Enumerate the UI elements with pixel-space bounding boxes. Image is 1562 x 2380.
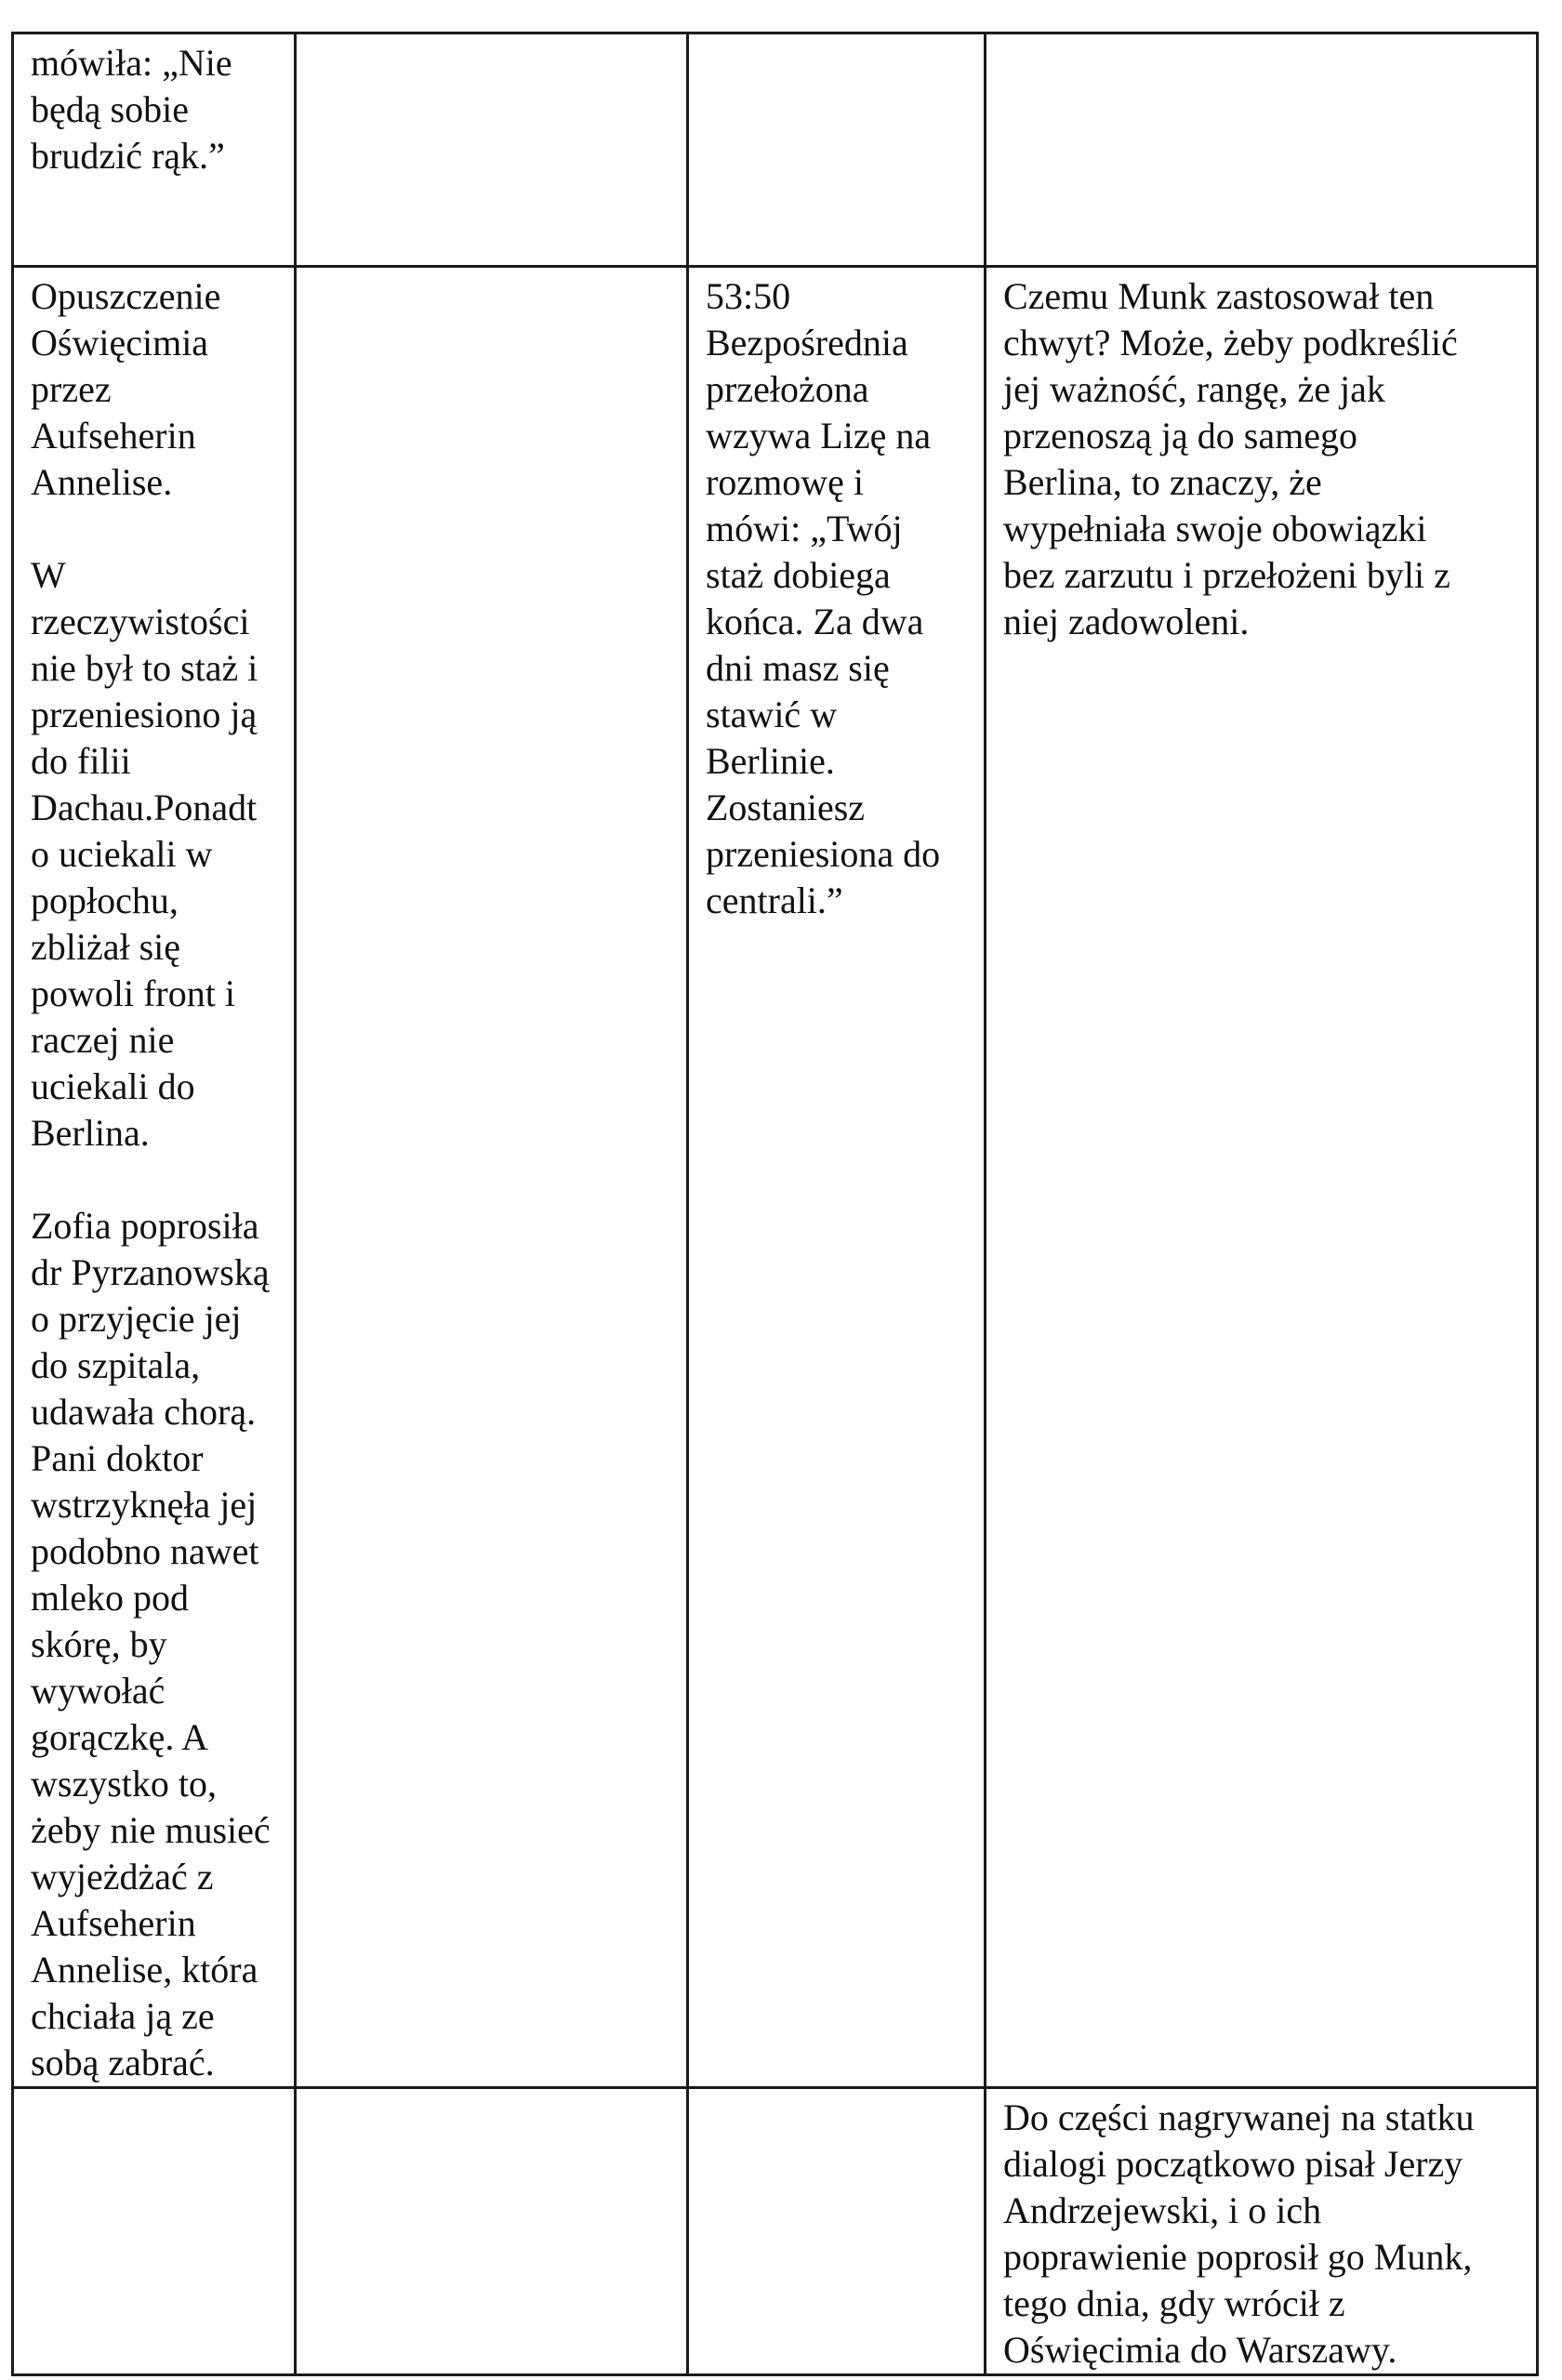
cell-text: Opuszczenie Oświęcimia przez Aufseherin Annelise. W rzeczywistości nie był to staż i przeniesiono ją do filii Dachau.Ponadt o uciekali w popłochu, zbliżał się powoli front i raczej nie uciekali do Berlina. Zofia poprosiła dr Pyrzanowską o przyjęcie jej do szpitala, udawała chorą. Pani doktor wstrzyknęła jej podobno nawet mleko pod skórę, by wywołać gorączkę. A wszystko to, żeby nie musieć wyjeżdżać z Aufseherin Annelise, która chciała ją ze sobą zabrać. xyxy=(31,275,271,2083)
notes-table xyxy=(11,32,1539,2376)
table-cell xyxy=(688,33,986,267)
table-cell xyxy=(13,2088,296,2375)
cell-text xyxy=(689,2089,984,2095)
table-cell xyxy=(296,33,688,267)
table-cell xyxy=(13,33,296,267)
cell-text xyxy=(986,34,1536,40)
cell-text xyxy=(689,34,984,40)
table-row xyxy=(13,267,1538,2088)
cell-text: Do części nagrywanej na statku dialogi początkowo pisał Jerzy Andrzejewski, i o ich poprawienie poprosił go Munk, tego dnia, gdy wrócił z Oświęcimia do Warszawy. xyxy=(1003,2096,1475,2371)
cell-text: mówiła: „Nie będą sobie brudzić rąk.” xyxy=(31,42,232,177)
cell-text: Czemu Munk zastosował ten chwyt? Może, żeby podkreślić jej ważność, rangę, że jak przenoszą ją do samego Berlina, to znaczy, że wypełniała swoje obowiązki bez zarzutu i przełożeni byli z niej zadowoleni. xyxy=(1003,275,1458,642)
cell-text xyxy=(14,2089,294,2095)
cell-text xyxy=(297,34,686,40)
cell-text xyxy=(297,2089,686,2095)
cell-text xyxy=(297,268,686,273)
table-row xyxy=(13,2088,1538,2375)
table-cell xyxy=(688,2088,986,2375)
table-cell xyxy=(986,2088,1538,2375)
table-cell xyxy=(688,267,986,2088)
table-row xyxy=(13,33,1538,267)
table-cell xyxy=(986,33,1538,267)
cell-text: 53:50 Bezpośrednia przełożona wzywa Lizę na rozmowę i mówi: „Twój staż dobiega końca. Za dwa dni masz się stawić w Berlinie. Zostaniesz przeniesiona do centrali.” xyxy=(706,275,941,921)
table-cell xyxy=(13,267,296,2088)
table-cell xyxy=(296,267,688,2088)
table-cell xyxy=(296,2088,688,2375)
table-cell xyxy=(986,267,1538,2088)
